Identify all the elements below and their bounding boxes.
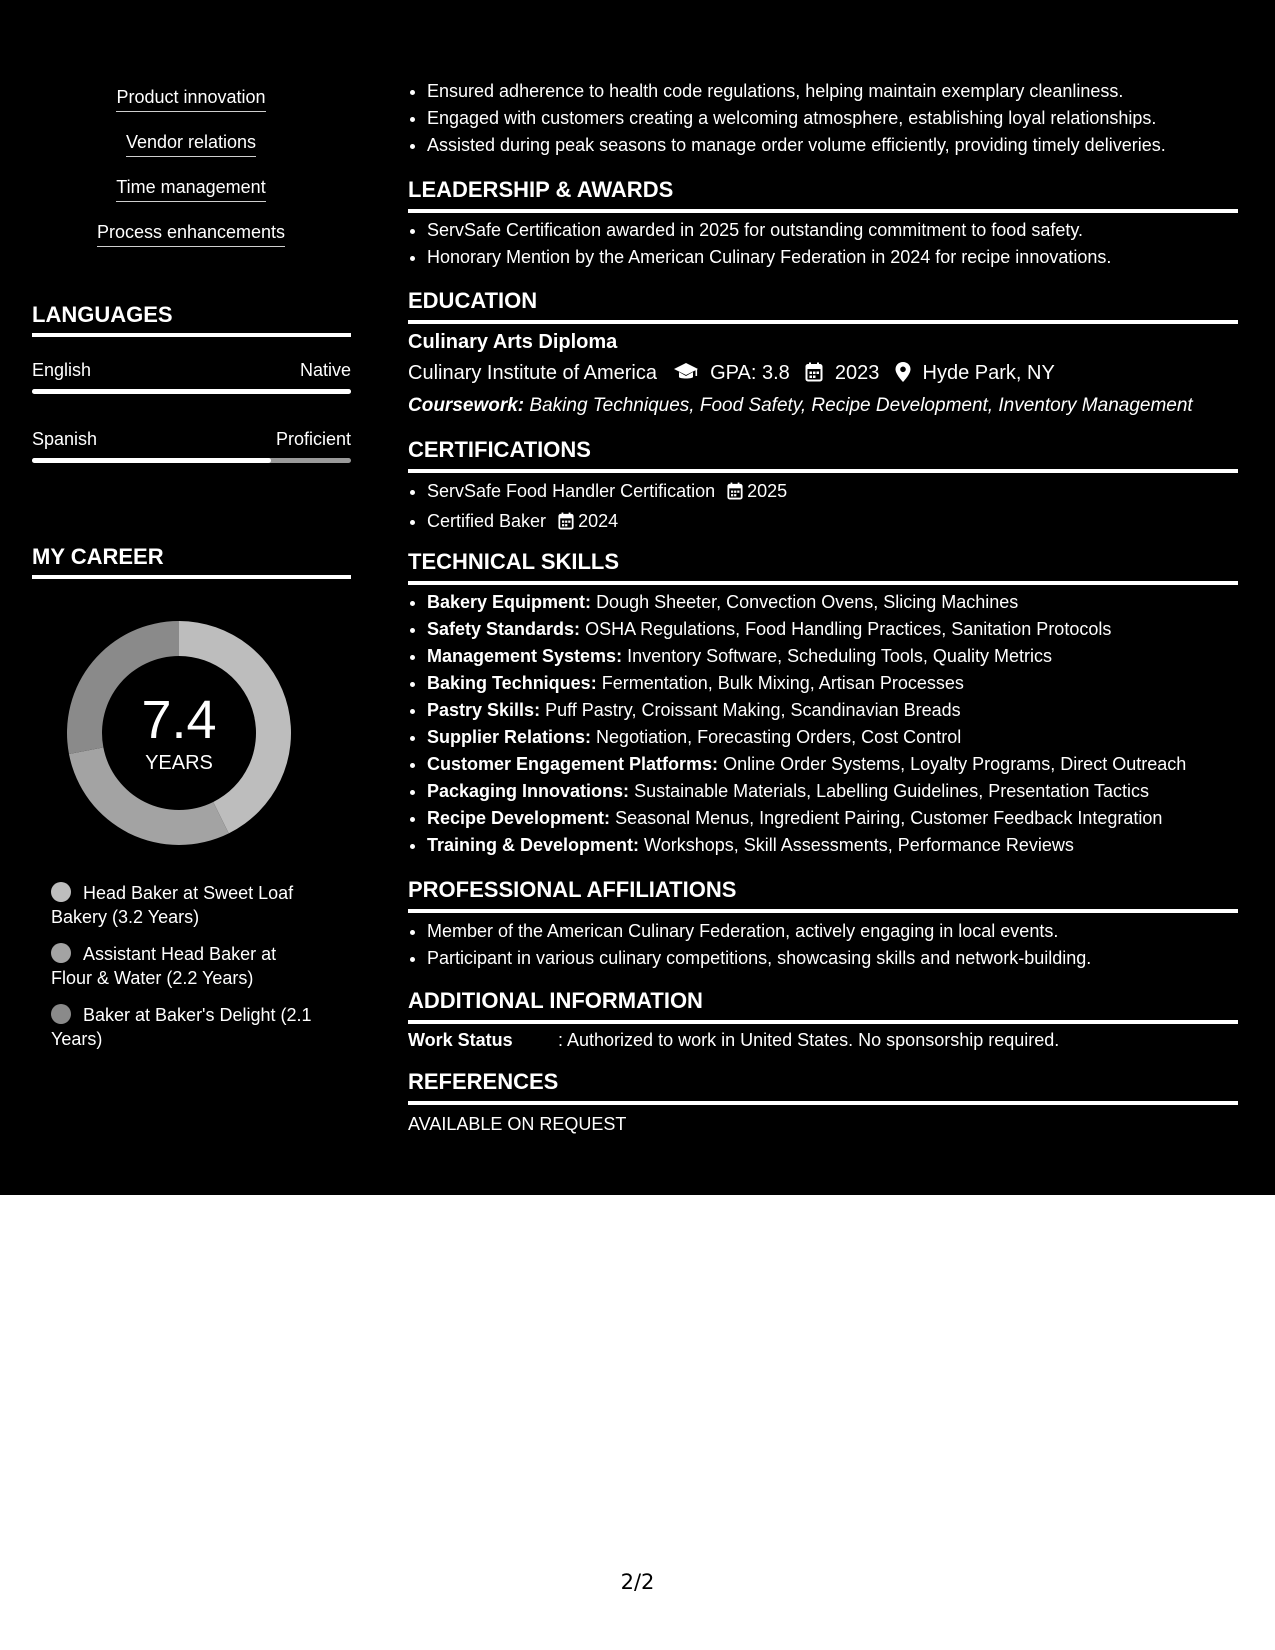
skill-label: Product innovation: [116, 86, 265, 112]
career-heading: MY CAREER: [32, 544, 351, 579]
language-row-spanish: [32, 428, 351, 450]
calendar-icon: [805, 362, 823, 390]
career-years-unit: YEARS: [145, 752, 213, 774]
education-location: Hyde Park, NY: [922, 362, 1055, 384]
tech-skill-value: Puff Pastry, Croissant Making, Scandinavian Breads: [545, 700, 961, 720]
skill-label: Time management: [116, 176, 265, 202]
leadership-item: • Honorary Mention by the American Culinary Federation in 2024 for recipe innovations.: [427, 244, 1248, 271]
coursework-label: Coursework:: [408, 395, 525, 416]
affiliations-heading: PROFESSIONAL AFFILIATIONS: [408, 877, 1238, 913]
language-name: English: [32, 360, 92, 380]
tech-skill-label: Safety Standards:: [427, 619, 581, 639]
education-year: 2023: [834, 362, 880, 384]
tech-skill-item: [427, 832, 1248, 859]
language-row-english: [32, 359, 351, 381]
certifications-heading: CERTIFICATIONS: [408, 437, 1238, 473]
certification-year: 2025: [747, 481, 788, 501]
tech-skill-value: Workshops, Skill Assessments, Performance Reviews: [644, 835, 1074, 855]
experience-bullet: • Assisted during peak seasons to manage order volume efficiently, providing timely deliveries.: [427, 132, 1248, 159]
education-degree: Culinary Arts Diploma: [408, 331, 618, 353]
references-heading: REFERENCES: [408, 1069, 1238, 1105]
tech-skill-label: Supplier Relations:: [427, 727, 592, 747]
tech-skill-value: Seasonal Menus, Ingredient Pairing, Customer Feedback Integration: [615, 808, 1163, 828]
language-level: Proficient: [275, 429, 351, 449]
skill-item: [32, 176, 350, 221]
tech-skill-item: [427, 670, 1248, 697]
technical-skills-heading: TECHNICAL SKILLS: [408, 549, 1238, 585]
language-bar-english: [32, 389, 351, 394]
tech-skill-value: Sustainable Materials, Labelling Guidelines, Presentation Tactics: [634, 781, 1150, 801]
career-item-label: Head Baker at Sweet Loaf Bakery (3.2 Years): [51, 883, 294, 927]
skill-label: Process enhancements: [97, 221, 285, 247]
additional-info-heading: ADDITIONAL INFORMATION: [408, 988, 1238, 1024]
tech-skill-label: Recipe Development:: [427, 808, 611, 828]
tech-skill-item: [427, 805, 1248, 832]
career-item-label: Assistant Head Baker at Flour & Water (2.2 Years): [51, 944, 277, 988]
affiliation-item: • Member of the American Culinary Federation, actively engaging in local events.: [427, 918, 1248, 945]
main-content: [383, 0, 1275, 1195]
language-name: Spanish: [32, 429, 98, 449]
certification-item: [427, 478, 1248, 508]
certification-name: Certified Baker: [427, 511, 547, 531]
career-total-years: 7.4: [141, 690, 217, 750]
tech-skill-value: OSHA Regulations, Food Handling Practices, Sanitation Protocols: [585, 619, 1112, 639]
skill-item: [32, 221, 350, 266]
legend-dot-icon: [51, 943, 71, 963]
tech-skill-item: [427, 724, 1248, 751]
affiliations-list: [408, 918, 1248, 972]
leadership-item: • ServSafe Certification awarded in 2025 for outstanding commitment to food safety.: [427, 217, 1248, 244]
donut-center: [66, 620, 292, 846]
tech-skill-label: Training & Development:: [427, 835, 640, 855]
legend-dot-icon: [51, 1004, 71, 1024]
experience-bullets: [408, 78, 1248, 159]
certification-name: ServSafe Food Handler Certification: [427, 481, 716, 501]
work-status-value: : Authorized to work in United States. No sponsorship required.: [558, 1030, 1060, 1050]
education-coursework: [408, 392, 1248, 420]
career-legend: [51, 881, 321, 1064]
tech-skill-label: Customer Engagement Platforms:: [427, 754, 719, 774]
career-item-label: Baker at Baker's Delight (2.1 Years): [51, 1005, 312, 1049]
education-heading: EDUCATION: [408, 288, 1238, 324]
career-item: [51, 1003, 321, 1051]
work-status-row: [408, 1028, 1248, 1052]
career-item: [51, 942, 321, 990]
tech-skill-value: Negotiation, Forecasting Orders, Cost Control: [596, 727, 962, 747]
tech-skill-value: Inventory Software, Scheduling Tools, Quality Metrics: [627, 646, 1052, 666]
calendar-icon: [558, 511, 574, 538]
leadership-list: [408, 217, 1248, 271]
legend-dot-icon: [51, 882, 71, 902]
tech-skill-label: Bakery Equipment:: [427, 592, 592, 612]
languages-heading: LANGUAGES: [32, 302, 351, 337]
work-status-label: Work Status: [408, 1030, 513, 1050]
career-item: [51, 881, 321, 929]
skill-item: [32, 86, 350, 131]
tech-skill-item: [427, 616, 1248, 643]
graduation-cap-icon: [673, 362, 699, 390]
language-bar-fill: [32, 389, 351, 394]
tech-skill-item: [427, 697, 1248, 724]
leadership-heading: LEADERSHIP & AWARDS: [408, 177, 1238, 213]
experience-bullet: • Engaged with customers creating a welcoming atmosphere, establishing loyal relationships.: [427, 105, 1248, 132]
language-level: Native: [299, 360, 351, 380]
tech-skill-item: [427, 589, 1248, 616]
location-pin-icon: [895, 362, 911, 390]
tech-skill-label: Pastry Skills:: [427, 700, 541, 720]
tech-skill-item: [427, 643, 1248, 670]
career-donut-chart: [66, 620, 292, 846]
skill-item: [32, 131, 350, 176]
education-gpa: GPA: 3.8: [710, 362, 790, 384]
tech-skill-item: [427, 778, 1248, 805]
experience-bullet: • Ensured adherence to health code regulations, helping maintain exemplary cleanliness.: [427, 78, 1248, 105]
affiliation-item: • Participant in various culinary competitions, showcasing skills and network-building.: [427, 945, 1248, 972]
tech-skill-item: [427, 751, 1248, 778]
skills-list: [32, 86, 350, 266]
tech-skill-label: Packaging Innovations:: [427, 781, 630, 801]
technical-skills-list: [408, 589, 1248, 859]
sidebar: [0, 0, 383, 1195]
education-block: [408, 329, 1248, 420]
skill-label: Vendor relations: [126, 131, 256, 157]
tech-skill-label: Management Systems:: [427, 646, 623, 666]
tech-skill-value: Online Order Systems, Loyalty Programs, Direct Outreach: [723, 754, 1187, 774]
certification-item: [427, 508, 1248, 538]
page-number: 2/2: [620, 1570, 655, 1594]
education-school: Culinary Institute of America: [408, 362, 657, 384]
education-details: [408, 359, 1248, 390]
certifications-list: [408, 478, 1248, 538]
certification-year: 2024: [578, 511, 619, 531]
language-bar-spanish: [32, 458, 351, 463]
references-text: AVAILABLE ON REQUEST: [408, 1114, 627, 1134]
tech-skill-label: Baking Techniques:: [427, 673, 597, 693]
tech-skill-value: Fermentation, Bulk Mixing, Artisan Processes: [601, 673, 964, 693]
tech-skill-value: Dough Sheeter, Convection Ovens, Slicing Machines: [596, 592, 1019, 612]
calendar-icon: [727, 481, 743, 508]
coursework-value: Baking Techniques, Food Safety, Recipe Development, Inventory Management: [529, 395, 1193, 416]
language-bar-fill: [32, 458, 271, 463]
